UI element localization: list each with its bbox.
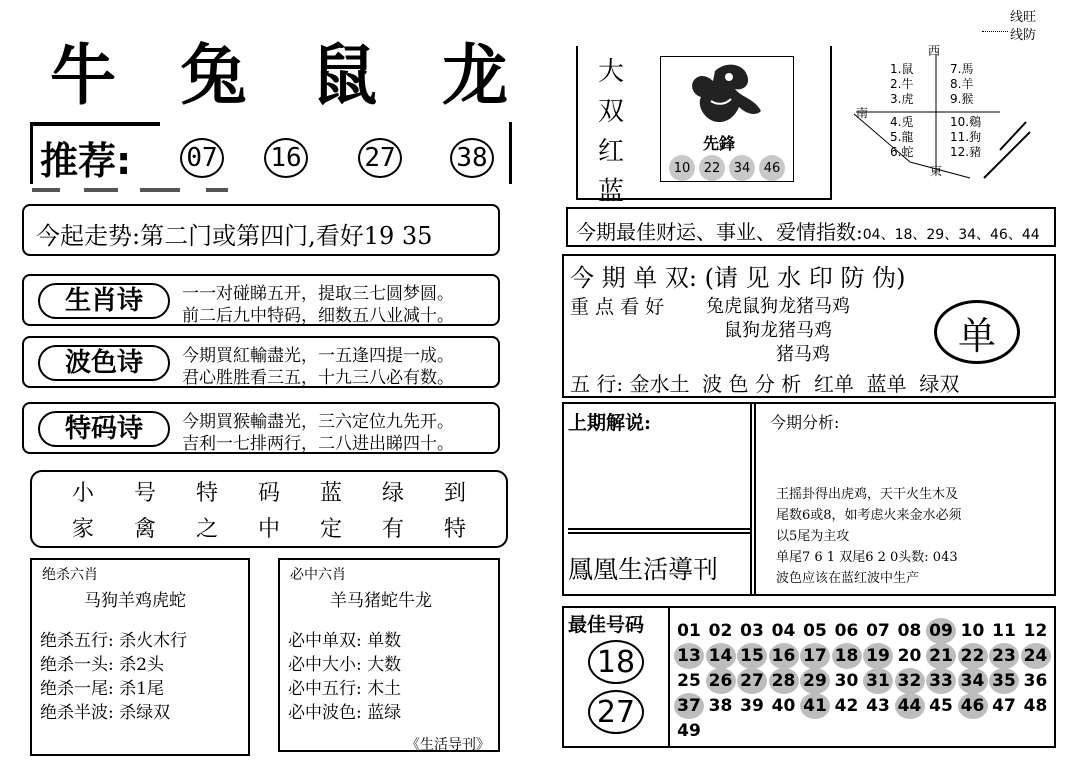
watermark-inner — [660, 56, 794, 182]
hint-char: 定 — [319, 517, 342, 542]
poem-line: 君心胜胜看三五，十九三八必有数。 — [182, 368, 454, 388]
best-pick: 27 — [588, 690, 644, 734]
title-char-2: 兔 — [180, 37, 249, 114]
grid-number: 20 — [897, 646, 922, 666]
must-footer: 《生活导刊》 — [406, 737, 490, 753]
compass-right-col — [950, 62, 981, 160]
grid-number: 36 — [1023, 671, 1048, 691]
zodiac-item: 1.鼠 — [890, 62, 914, 76]
top-right-dots — [982, 31, 1008, 32]
watermark-char: 双 — [597, 97, 624, 127]
grid-number: 05 — [803, 621, 827, 641]
grid-number: 09 — [926, 618, 956, 644]
zodiac-item: 7.馬 — [950, 62, 974, 76]
analysis-line: 波色应该在蓝红波中生产 — [776, 571, 920, 586]
poem-tag: 生肖诗 — [38, 283, 170, 319]
single-double-box — [562, 254, 1056, 398]
zodiac-item: 6.蛇 — [890, 145, 914, 159]
watermark-brand: 先鋒 — [703, 134, 736, 153]
grid-number: 43 — [866, 696, 890, 716]
grid-number: 06 — [834, 621, 859, 641]
zodiac-item: 3.虎 — [890, 92, 914, 106]
grid-number: 26 — [706, 668, 736, 694]
watermark-char: 蓝 — [597, 177, 624, 207]
grid-number: 04 — [771, 621, 796, 641]
zodiac-item: 12.豬 — [950, 145, 982, 159]
analysis-box — [562, 402, 1056, 596]
title-char-3: 鼠 — [311, 37, 380, 114]
hint-row-1 — [32, 476, 506, 507]
grid-number: 42 — [834, 696, 859, 716]
compass-left-col — [890, 62, 913, 160]
zodiac-item: 8.羊 — [950, 77, 974, 91]
watermark-ball: 46 — [759, 155, 785, 181]
sd-focus-label: 重 点 看 好 — [570, 296, 665, 318]
grid-number: 15 — [737, 643, 767, 669]
grid-number: 08 — [897, 621, 922, 641]
recommend-top-bar — [30, 122, 160, 126]
monkey-logo-icon — [685, 61, 769, 129]
analysis-logo: 鳳凰生活導刊 — [568, 555, 719, 584]
sd-badge: 单 — [934, 300, 1020, 364]
grid-number: 45 — [929, 696, 953, 716]
poem-color — [22, 336, 500, 388]
hint-char: 特 — [443, 517, 466, 542]
recommend-number: 38 — [450, 138, 494, 178]
last-period-label: 上期解说: — [568, 412, 652, 434]
poem-line: 今期買紅輸盡光，一五逢四提一成。 — [182, 346, 454, 366]
must-line: 必中大小: 大数 — [288, 655, 402, 675]
zodiac-item: 2.牛 — [890, 77, 914, 91]
sd-title: 今 期 单 双: (请 见 水 印 防 伪) — [570, 264, 906, 292]
index-line — [566, 207, 1056, 247]
logo-divider — [568, 528, 750, 534]
grid-number: 49 — [677, 721, 701, 741]
kill-line: 绝杀一尾: 杀1尾 — [40, 679, 164, 699]
analysis-lines — [776, 484, 962, 589]
grid-number: 10 — [960, 621, 985, 641]
watermark-ball: 34 — [729, 155, 755, 181]
analysis-line: 单尾7 6 1 双尾6 2 0头数: 043 — [776, 550, 958, 565]
trend-line: 今起走势:第二门或第四门,看好19 35 — [22, 204, 500, 256]
analysis-line: 以5尾为主攻 — [776, 529, 850, 544]
poem-tag: 波色诗 — [38, 345, 170, 381]
grid-number: 22 — [958, 643, 988, 669]
grid-number: 03 — [740, 621, 764, 641]
top-right-line2: 线防 — [1010, 28, 1037, 43]
zodiac-item: 9.猴 — [950, 92, 974, 106]
hint-char: 中 — [257, 517, 280, 542]
grid-number: 31 — [863, 668, 893, 694]
must-animals: 羊马猪蛇牛龙 — [330, 591, 432, 611]
smudge-strip — [30, 184, 510, 198]
hint-char: 到 — [443, 481, 466, 506]
index-label: 今期最佳财运、事业、爱情指数: — [576, 220, 863, 244]
best-label: 最佳号码 — [568, 614, 645, 636]
must-box — [278, 558, 500, 752]
must-title: 必中六肖 — [290, 567, 346, 583]
grid-number: 34 — [958, 668, 988, 694]
zodiac-item: 11.狗 — [950, 130, 982, 144]
grid-number: 02 — [708, 621, 733, 641]
must-line: 必中单双: 单数 — [288, 631, 402, 651]
grid-number: 41 — [800, 693, 830, 719]
grid-number: 44 — [895, 693, 925, 719]
number-grid — [674, 618, 1054, 744]
kill-box — [30, 558, 250, 756]
grid-number: 16 — [769, 643, 799, 669]
grid-number: 40 — [771, 696, 796, 716]
title-char-1: 牛 — [50, 37, 118, 114]
recommend-number: 27 — [358, 138, 402, 178]
grid-number: 39 — [740, 696, 764, 716]
hint-char: 家 — [71, 517, 94, 542]
grid-number: 24 — [1021, 643, 1051, 669]
sd-line2: 鼠狗龙猪马鸡 — [724, 320, 832, 341]
grid-number: 35 — [989, 668, 1019, 694]
compass-south: 南 — [856, 106, 869, 120]
poem-zodiac — [22, 274, 500, 326]
grid-number: 25 — [677, 671, 701, 691]
poem-line: 一一对碰睇五开，提取三七圆梦圆。 — [182, 284, 454, 304]
grid-number: 17 — [800, 643, 830, 669]
compass-lines — [850, 40, 1040, 180]
best-numbers-box — [562, 606, 1056, 748]
grid-number: 19 — [863, 643, 893, 669]
sd-line3: 猪马鸡 — [776, 344, 830, 365]
grid-number: 13 — [674, 643, 704, 669]
kill-line: 绝杀五行: 杀火木行 — [40, 631, 188, 651]
hint-row-2 — [32, 512, 506, 543]
kill-animals: 马狗羊鸡虎蛇 — [84, 591, 186, 611]
zodiac-item: 10.鷄 — [950, 115, 982, 129]
kill-line: 绝杀一头: 杀2头 — [40, 655, 164, 675]
grid-number: 28 — [769, 668, 799, 694]
compass-west: 西 — [928, 44, 941, 58]
hint-char: 绿 — [381, 481, 404, 506]
grid-number: 01 — [677, 621, 701, 641]
hint-box — [30, 470, 508, 548]
title-char-4: 龙 — [441, 37, 510, 114]
must-line: 必中五行: 木土 — [288, 679, 402, 699]
top-right-line1: 线旺 — [1010, 10, 1037, 25]
hint-char: 蓝 — [319, 481, 342, 506]
grid-number: 07 — [866, 621, 890, 641]
poem-line: 今期買猴輸盡光，三六定位九先开。 — [182, 412, 454, 432]
best-pick: 18 — [588, 640, 644, 684]
analysis-divider — [750, 404, 756, 594]
compass-east: 東 — [930, 164, 943, 178]
hint-char: 有 — [381, 517, 404, 542]
grid-number: 21 — [926, 643, 956, 669]
watermark-ball: 10 — [669, 155, 695, 181]
grid-number: 29 — [800, 668, 830, 694]
watermark-char: 红 — [597, 137, 624, 167]
grid-number: 12 — [1023, 621, 1048, 641]
hint-char: 禽 — [133, 517, 156, 542]
grid-number: 47 — [992, 696, 1016, 716]
analysis-line: 王摇卦得出虎鸡，天干火生木及 — [776, 487, 959, 502]
hint-char: 号 — [133, 481, 156, 506]
kill-title: 绝杀六肖 — [42, 567, 98, 583]
this-period-label: 今期分析: — [770, 413, 840, 432]
grid-number: 46 — [958, 693, 988, 719]
watermark-char: 大 — [597, 57, 624, 87]
sd-wuxing: 五 行: 金水土 波 色 分 析 红单 蓝单 绿双 — [570, 372, 960, 396]
hint-char: 特 — [195, 481, 218, 506]
grid-number: 48 — [1023, 696, 1048, 716]
grid-number: 33 — [926, 668, 956, 694]
poem-special — [22, 402, 500, 454]
grid-number: 32 — [895, 668, 925, 694]
grid-number: 30 — [834, 671, 859, 691]
poem-line: 吉利一七排两行，二八进出睇四十。 — [182, 434, 454, 454]
grid-number: 23 — [989, 643, 1019, 669]
grid-number: 18 — [832, 643, 862, 669]
hint-char: 小 — [71, 481, 94, 506]
zodiac-item: 5.龍 — [890, 130, 914, 144]
grid-number: 27 — [737, 668, 767, 694]
grid-number: 38 — [708, 696, 733, 716]
hint-char: 之 — [195, 517, 218, 542]
grid-number: 14 — [706, 643, 736, 669]
main-title — [50, 22, 510, 117]
recommend-number: 07 — [180, 138, 224, 178]
grid-number: 37 — [674, 693, 704, 719]
poem-line: 前二后九中特码，细数五八业减十。 — [182, 306, 454, 326]
recommend-number: 16 — [264, 138, 308, 178]
analysis-line: 尾数6或8，如考虑火来金水必须 — [776, 508, 962, 523]
poem-tag: 特码诗 — [38, 411, 170, 447]
must-line: 必中波色: 蓝绿 — [288, 703, 402, 723]
zodiac-item: 4.兎 — [890, 115, 914, 129]
sd-line1: 兔虎鼠狗龙猪马鸡 — [706, 296, 850, 317]
watermark-ball: 22 — [699, 155, 725, 181]
kill-line: 绝杀半波: 杀绿双 — [40, 703, 171, 723]
index-numbers: 04、18、29、34、46、44 — [862, 227, 1040, 243]
watermark-vertical-text — [596, 52, 626, 212]
hint-char: 码 — [257, 481, 280, 506]
best-divider — [668, 608, 670, 746]
recommend-label: 推荐: — [40, 139, 132, 183]
grid-number: 11 — [992, 621, 1016, 641]
